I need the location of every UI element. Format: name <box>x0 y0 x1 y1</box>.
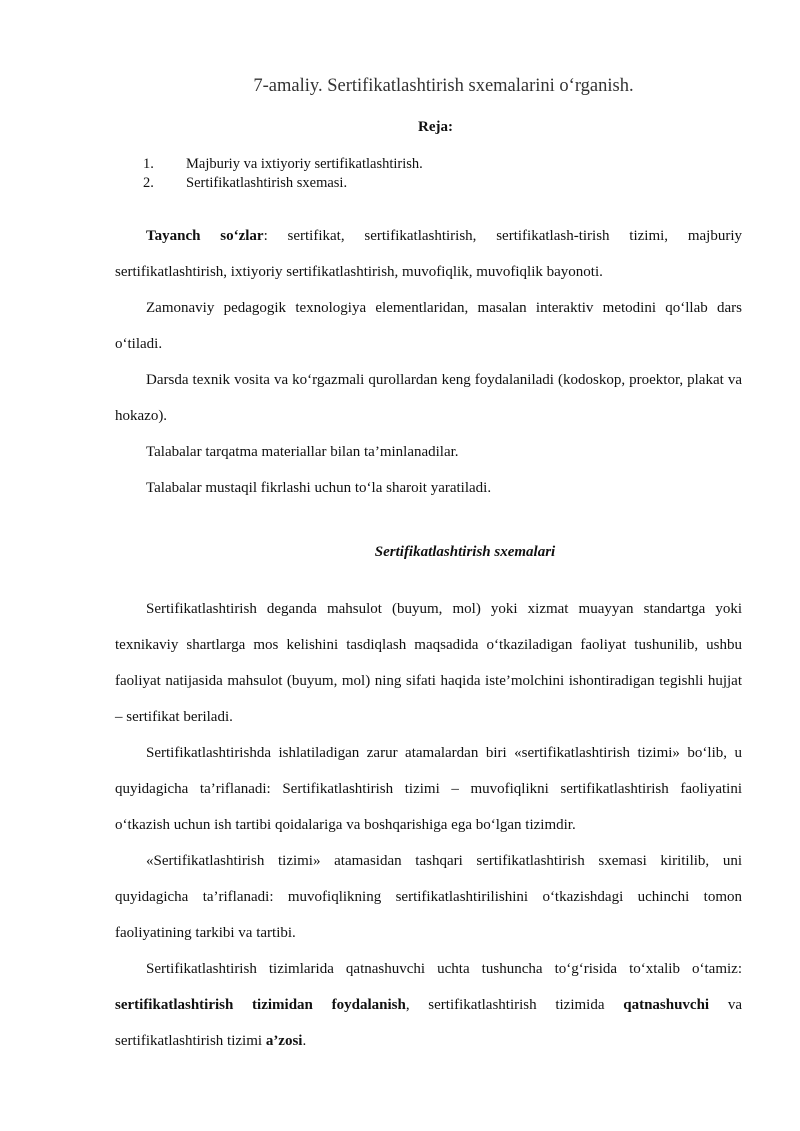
keywords-label: Tayanch so‘zlar <box>146 228 264 244</box>
keywords-text: : sertifikat, sertifikatlashtirish, sertifikatlash-tirish tizimi, majburiy sertifikatlashtirish, ixtiyoriy sertifikatlashtirish, muvofiqlik, muvofiqlik bayonoti. <box>115 228 742 280</box>
plan-item-text: Sertifikatlashtirish sxemasi. <box>186 175 348 191</box>
plan-list <box>143 155 423 193</box>
body-paragraph: «Sertifikatlashtirish tizimi» atamasidan tashqari sertifikatlashtirish sxemasi kiritilib, uni quyidagicha ta’riflanadi: muvofiqlikning sertifikatlashtirilishini o‘tkazishdagi uchinchi tomon faoliyatining tarkibi va tartibi. <box>115 853 742 941</box>
paragraph: Talabalar tarqatma materiallar bilan ta’minlanadilar. <box>146 444 459 460</box>
final-text-part: , sertifikatlashtirish tizimida <box>405 997 624 1013</box>
plan-item-text: Majburiy va ixtiyoriy sertifikatlashtirish. <box>186 156 423 172</box>
final-bold-term: sertifikatlashtirish tizimidan foydalanish <box>115 997 406 1013</box>
body-paragraph: Sertifikatlashtirish deganda mahsulot (buyum, mol) yoki xizmat muayyan standartga yoki texnikaviy shartlarga mos kelishini tasdiqlash maqsadida o‘tkaziladigan faoliyat tushunilib, ushbu faoliyat natijasida mahsulot (buyum, mol) ning sifati haqida iste’molchini ishontiradigan tegishli hujjat – sertifikat beriladi. <box>115 601 742 725</box>
plan-item <box>143 174 423 193</box>
page-title-text: 7-amaliy. Sertifikatlashtirish sxemalarini o‘rganish. <box>253 76 634 96</box>
paragraph: Darsda texnik vosita va ko‘rgazmali qurollardan keng foydalaniladi (kodoskop, proektor, plakat va hokazo). <box>115 372 742 424</box>
final-bold-term: qatnashuvchi <box>623 997 710 1013</box>
plan-item-number: 1. <box>143 156 154 172</box>
keywords-paragraph <box>115 218 742 290</box>
paragraph: Talabalar mustaqil fikrlashi uchun to‘la sharoit yaratiladi. <box>146 480 492 496</box>
page-title <box>115 76 762 97</box>
section-title: Sertifikatlashtirish sxemalari <box>374 544 556 560</box>
paragraph: Zamonaviy pedagogik texnologiya elementlaridan, masalan interaktiv metodini qo‘llab dars o‘tiladi. <box>115 300 742 352</box>
final-text-part: Sertifikatlashtirish tizimlarida qatnashuvchi uchta tushuncha to‘g‘risida to‘xtalib o‘tamiz: <box>146 961 742 977</box>
final-text-part: va sertifikatlashtirish tizimi <box>115 997 742 1049</box>
body-paragraph: Sertifikatlashtirishda ishlatiladigan zarur atamalardan biri «sertifikatlashtirish tizimi» bo‘lib, u quyidagicha ta’riflanadi: Sertifikatlashtirish tizimi – muvofiqlikni sertifikatlashtirish faoliyatini o‘tkazish uchun ish tartibi qoidalariga va boshqarishiga ega bo‘lgan tizimdir. <box>115 745 742 833</box>
final-paragraph <box>115 951 742 1059</box>
plan-item <box>143 155 423 174</box>
plan-heading: Reja: <box>418 119 453 135</box>
plan-item-number: 2. <box>143 175 154 191</box>
final-text-part: . <box>302 1033 307 1049</box>
final-bold-term: a’zosi <box>265 1033 303 1049</box>
